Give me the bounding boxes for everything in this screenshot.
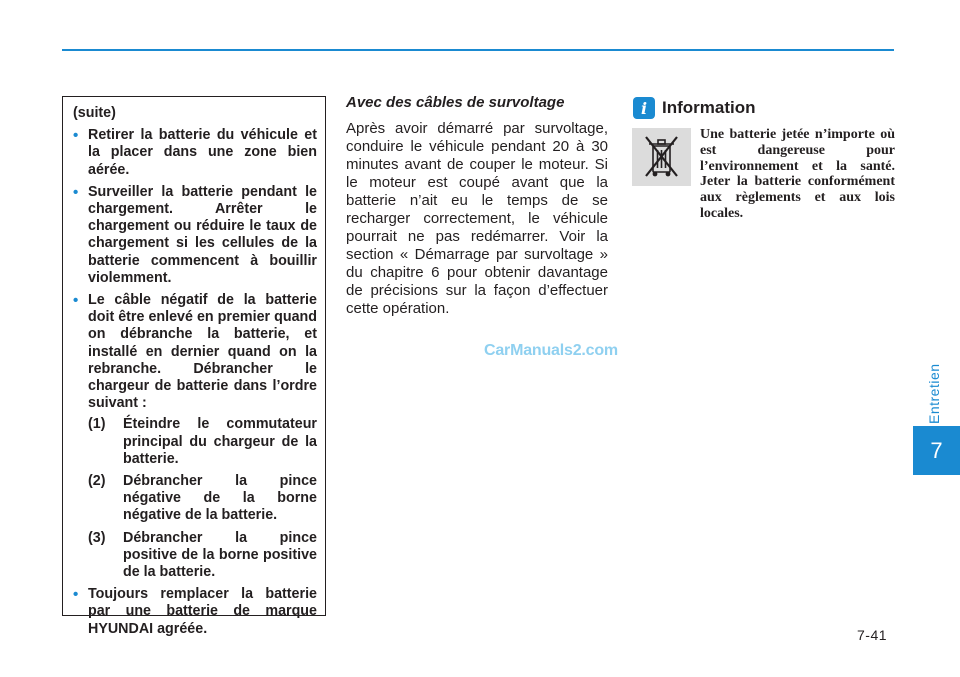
step-item: (2) Débrancher la pince négative de la borne négative de la batterie. [88, 473, 317, 524]
caution-bullet: • Le câble négatif de la batterie doit être enlevé en premier quand on débranche la batterie, et installé en dernier quand on la rebranche. Débrancher le chargeur de batterie dans l’ordre suivant : [73, 292, 317, 412]
info-icon: i [633, 97, 655, 119]
caution-list [73, 127, 317, 412]
chapter-side-label: Entretien [926, 363, 942, 425]
step-item: (1) Éteindre le commutateur principal du chargeur de la batterie. [88, 416, 317, 467]
section-heading: Avec des câbles de survoltage [346, 94, 565, 111]
disconnect-steps [73, 416, 317, 581]
caution-bullet: • Retirer la batterie du véhicule et la placer dans une zone bien aérée. [73, 127, 317, 178]
info-header [633, 97, 756, 119]
jump-start-section [346, 94, 608, 318]
bullet-dot-icon: • [73, 127, 79, 145]
section-body: Après avoir démarré par survoltage, conduire le véhicule pendant 20 à 30 minutes avant de couper le moteur. Si le moteur est coupé avant que la batterie n’ait eu le temps de se recharger correctement, le véhicule pourrait ne pas redémarrer. Voir la section « Démarrage par survoltage » du chapitre 6 pour obtenir davantage de précisions sur la façon d’effectuer cette opération. [346, 120, 608, 317]
crossed-bin-icon [632, 128, 691, 186]
caution-continued-label: (suite) [73, 105, 116, 121]
caution-bullet: • Surveiller la batterie pendant le chargement. Arrêter le chargement ou réduire le taux de chargement si les cellules de la batterie commencent à bouillir violemment. [73, 183, 317, 286]
caution-list-end [73, 586, 317, 638]
top-rule [62, 49, 894, 51]
info-text: Une batterie jetée n’importe où est dangereuse pour l’environnement et la santé. Jeter la batterie conformément aux règlements et aux lois locales. [700, 127, 895, 221]
bullet-dot-icon: • [73, 586, 79, 604]
step-item: (3) Débrancher la pince positive de la borne positive de la batterie. [88, 529, 317, 581]
caution-box [62, 96, 326, 637]
watermark-text: CarManuals2.com [484, 342, 618, 359]
bullet-dot-icon: • [73, 292, 79, 310]
chapter-tab: 7 [913, 426, 960, 475]
caution-bullet: • Toujours remplacer la batterie par une batterie de marque HYUNDAI agréée. [73, 586, 317, 637]
bullet-dot-icon: • [73, 183, 79, 201]
info-title: Information [662, 98, 756, 117]
page-number: 7-41 [857, 627, 888, 643]
